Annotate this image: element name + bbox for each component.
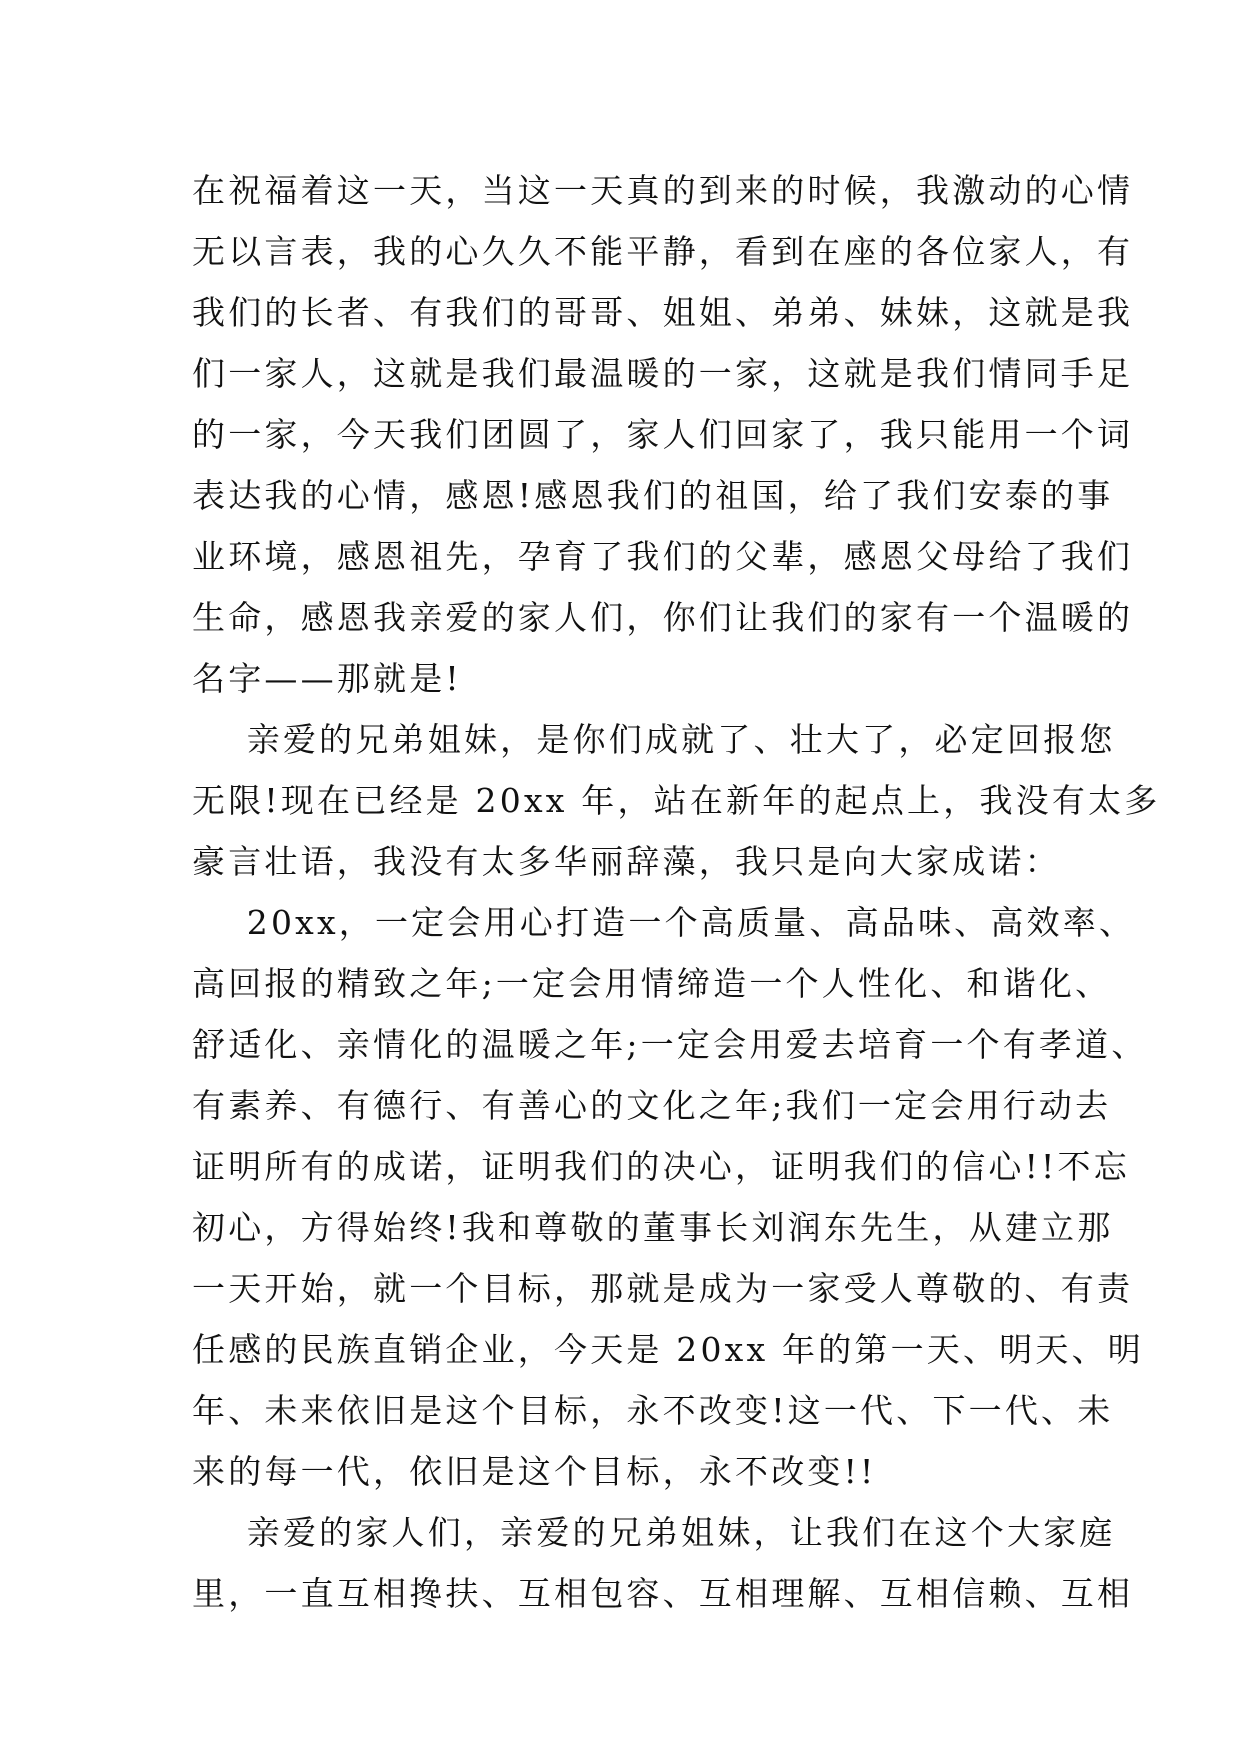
text-line: 业环境，感恩祖先，孕育了我们的父辈，感恩父母给了我们	[192, 537, 1134, 576]
text-line: 亲爱的兄弟姐妹，是你们成就了、壮大了，必定回报您	[192, 720, 1116, 759]
text-line: 生命，感恩我亲爱的家人们，你们让我们的家有一个温暖的	[192, 598, 1134, 637]
text-line: 任感的民族直销企业，今天是 20xx 年的第一天、明天、明	[192, 1330, 1144, 1369]
text-line: 舒适化、亲情化的温暖之年;一定会用爱去培育一个有孝道、	[192, 1025, 1148, 1064]
text-line: 亲爱的家人们，亲爱的兄弟姐妹，让我们在这个大家庭	[192, 1513, 1116, 1552]
text-line: 无以言表，我的心久久不能平静，看到在座的各位家人，有	[192, 232, 1134, 271]
text-line: 的一家，今天我们团圆了，家人们回家了，我只能用一个词	[192, 415, 1134, 454]
text-line: 豪言壮语，我没有太多华丽辞藻，我只是向大家成诺：	[192, 842, 1061, 881]
document-body	[192, 160, 1161, 1624]
text-line: 高回报的精致之年;一定会用情缔造一个人性化、和谐化、	[192, 964, 1112, 1003]
text-line: 年、未来依旧是这个目标，永不改变!这一代、下一代、未	[192, 1391, 1114, 1430]
text-line: 证明所有的成诺，证明我们的决心，证明我们的信心!!不忘	[192, 1147, 1130, 1186]
text-line: 20xx，一定会用心打造一个高质量、高品味、高效率、	[192, 903, 1136, 942]
text-line: 初心，方得始终!我和尊敬的董事长刘润东先生，从建立那	[192, 1208, 1114, 1247]
text-line: 名字——那就是!	[192, 659, 462, 698]
text-line: 在祝福着这一天，当这一天真的到来的时候，我激动的心情	[192, 171, 1134, 210]
text-line: 有素养、有德行、有善心的文化之年;我们一定会用行动去	[192, 1086, 1112, 1125]
text-line: 一天开始，就一个目标，那就是成为一家受人尊敬的、有责	[192, 1269, 1134, 1308]
text-line: 来的每一代，依旧是这个目标，永不改变!!	[192, 1452, 877, 1491]
text-line: 们一家人，这就是我们最温暖的一家，这就是我们情同手足	[192, 354, 1134, 393]
text-line: 我们的长者、有我们的哥哥、姐姐、弟弟、妹妹，这就是我	[192, 293, 1134, 332]
text-line: 里，一直互相搀扶、互相包容、互相理解、互相信赖、互相	[192, 1574, 1134, 1613]
text-line: 无限!现在已经是 20xx 年，站在新年的起点上，我没有太多	[192, 781, 1161, 820]
text-line: 表达我的心情，感恩!感恩我们的祖国，给了我们安泰的事	[192, 476, 1114, 515]
